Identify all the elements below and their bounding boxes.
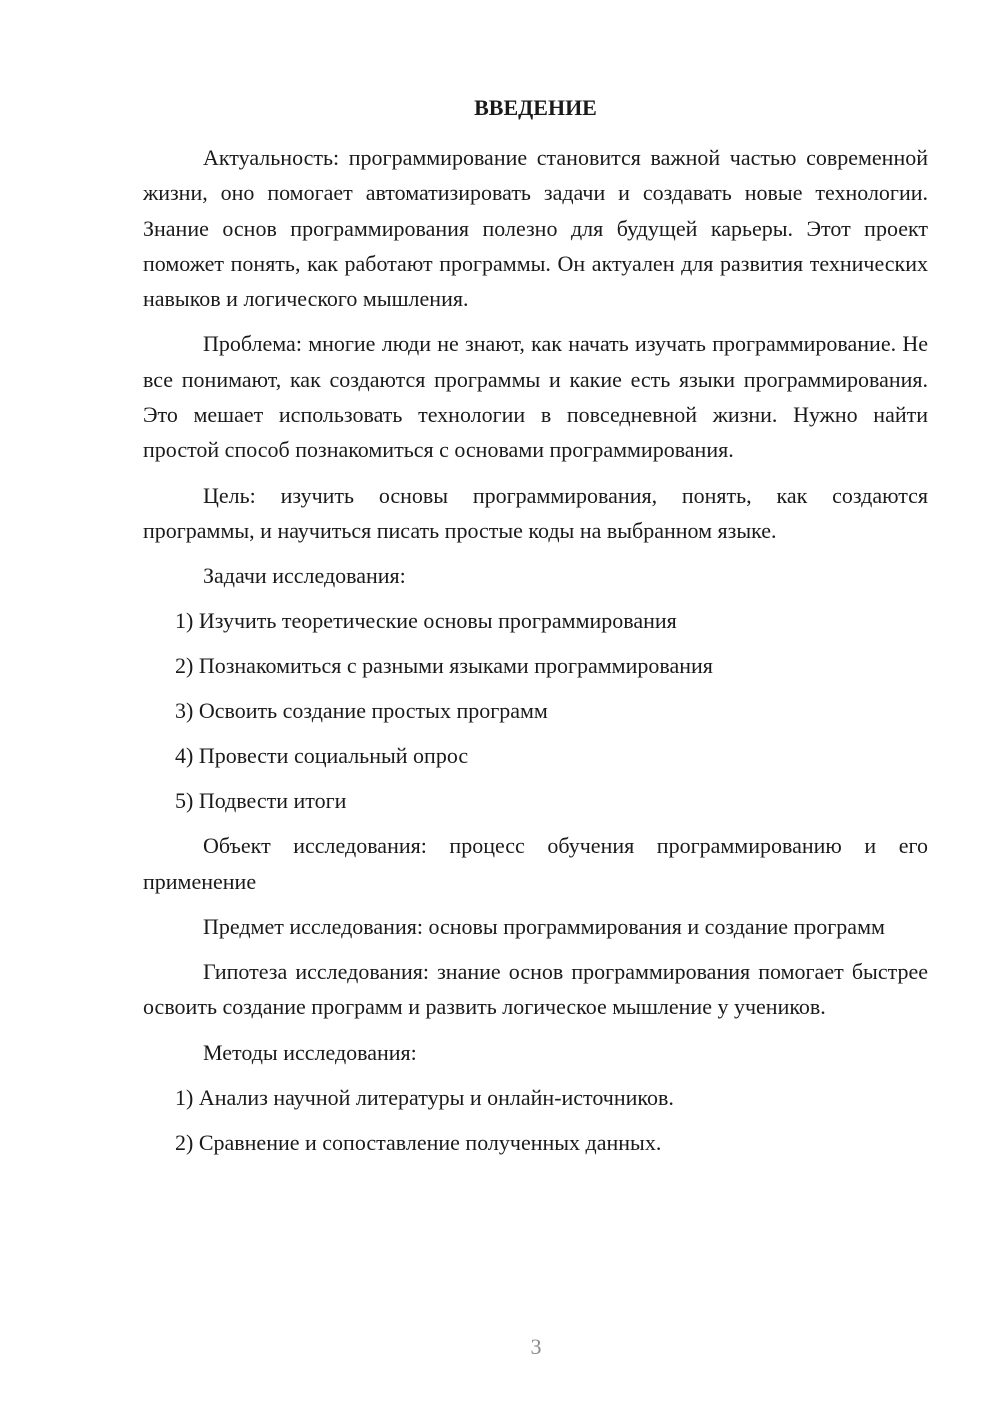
tasks-heading: Задачи исследования: (203, 563, 406, 589)
document-page (143, 90, 928, 1160)
section-title: ВВЕДЕНИЕ (474, 95, 597, 120)
list-item: 2) Сравнение и сопоставление полученных данных. (175, 1129, 662, 1155)
methods-list (143, 1080, 928, 1160)
object-paragraph: Объект исследования: процесс обучения программированию и его применение (143, 833, 928, 894)
list-item: 5) Подвести итоги (175, 788, 347, 814)
methods-heading: Методы исследования: (203, 1039, 417, 1065)
subject-paragraph: Предмет исследования: основы программирования и создание программ (203, 913, 885, 939)
relevance-paragraph: Актуальность: программирование становится важной частью современной жизни, оно помогает автоматизировать задачи и создавать новые технологии. Знание основ программирования полезно для будущей карьеры. Этот проект поможет понять, как работают программы. Он актуален для развития технических навыков и логического мышления. (143, 145, 928, 312)
goal-paragraph: Цель: изучить основы программирования, понять, как создаются программы, и научиться писать простые коды на выбранном языке. (143, 482, 928, 543)
hypothesis-paragraph: Гипотеза исследования: знание основ программирования помогает быстрее освоить создание программ и развить логическое мышление у учеников. (143, 959, 928, 1020)
list-item: 2) Познакомиться с разными языками программирования (175, 653, 713, 679)
page-number: 3 (530, 1334, 542, 1359)
list-item: 4) Провести социальный опрос (175, 743, 469, 769)
list-item: 3) Освоить создание простых программ (175, 698, 548, 724)
list-item: 1) Анализ научной литературы и онлайн-источников. (175, 1084, 674, 1110)
list-item: 1) Изучить теоретические основы программирования (175, 608, 677, 634)
problem-paragraph: Проблема: многие люди не знают, как начать изучать программирование. Не все понимают, как создаются программы и какие есть языки программирования. Это мешает использовать технологии в повседневной жизни. Нужно найти простой способ познакомиться с основами программирования. (143, 331, 928, 463)
tasks-list (143, 603, 928, 818)
